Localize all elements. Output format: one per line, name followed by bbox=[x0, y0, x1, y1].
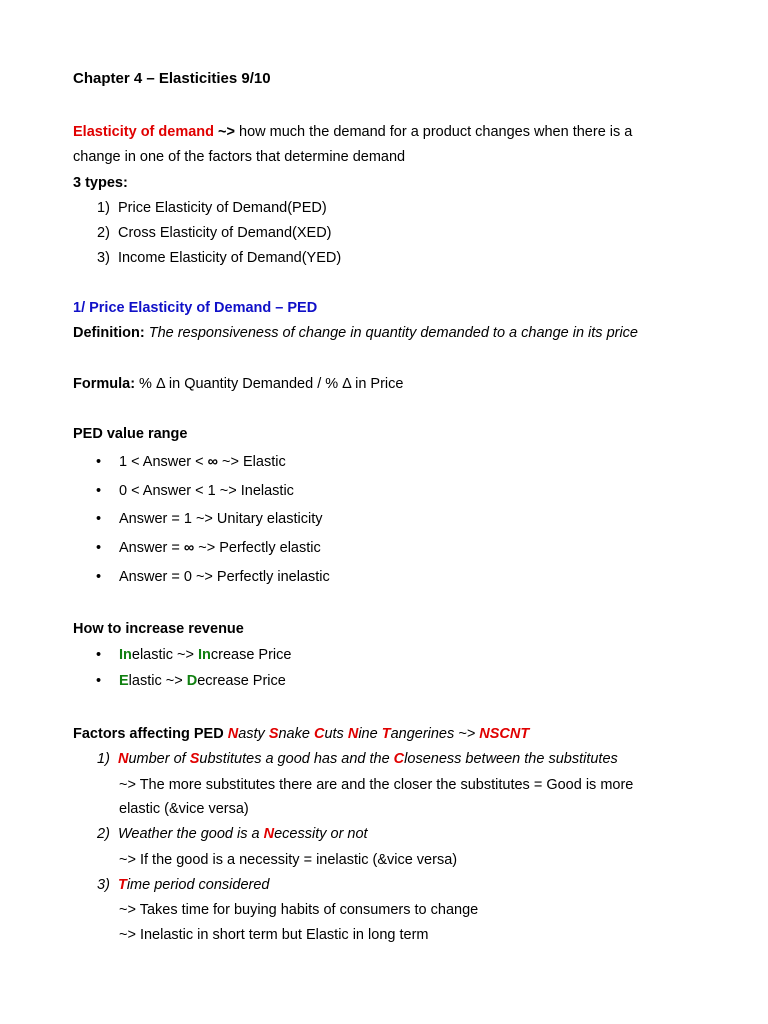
intro-line-1 bbox=[73, 123, 632, 141]
revenue-heading: How to increase revenue bbox=[73, 621, 244, 637]
intro-text-1: how much the demand for a product changes when there is a bbox=[234, 124, 633, 140]
types-item-3-text: Income Elasticity of Demand(YED) bbox=[117, 250, 342, 266]
intro-line-2: change in one of the factors that determine demand bbox=[73, 149, 406, 165]
definition-label: Definition: bbox=[73, 325, 145, 341]
revenue-item-text: Inelastic ~> Increase Price bbox=[119, 647, 292, 663]
factor-2-detail: ~> If the good is a necessity = inelastic (&vice versa) bbox=[119, 852, 458, 868]
bullet-icon: • bbox=[96, 673, 102, 689]
range-item-text: 1 < Answer < ∞ ~> Elastic bbox=[119, 454, 286, 470]
types-item-2 bbox=[97, 224, 332, 242]
bullet-icon: • bbox=[96, 483, 102, 499]
bullet-icon: • bbox=[96, 647, 102, 663]
acronym: NSCNT bbox=[479, 726, 530, 742]
range-item-text: 0 < Answer < 1 ~> Inelastic bbox=[119, 483, 294, 499]
range-heading: PED value range bbox=[73, 426, 188, 442]
types-item-2-num: 2) bbox=[97, 225, 110, 241]
factors-heading: Factors affecting PED Nasty Snake Cuts Nine Tangerines ~> NSCNT bbox=[73, 726, 530, 742]
types-heading: 3 types: bbox=[73, 175, 128, 191]
factor-1-detail-2: elastic (&vice versa) bbox=[119, 801, 249, 817]
factor-2: 2) Weather the good is a Necessity or not bbox=[97, 826, 368, 842]
revenue-item-text: Elastic ~> Decrease Price bbox=[119, 673, 286, 689]
types-item-2-text: Cross Elasticity of Demand(XED) bbox=[117, 225, 332, 241]
intro-arrow: ~> bbox=[214, 124, 235, 140]
range-item-text: Answer = 1 ~> Unitary elasticity bbox=[119, 511, 323, 527]
formula-text: % Δ in Quantity Demanded / % Δ in Price bbox=[135, 376, 404, 392]
factor-3: 3) Time period considered bbox=[97, 877, 270, 893]
ped-heading: 1/ Price Elasticity of Demand – PED bbox=[73, 300, 318, 316]
types-item-3 bbox=[97, 249, 341, 267]
intro-term: Elasticity of demand bbox=[73, 124, 215, 140]
range-item-text: Answer = 0 ~> Perfectly inelastic bbox=[119, 569, 330, 585]
factor-3-detail-1: ~> Takes time for buying habits of consumers to change bbox=[119, 902, 479, 918]
factor-1-detail-1: ~> The more substitutes there are and the closer the substitutes = Good is more bbox=[119, 777, 634, 793]
range-item-text: Answer = ∞ ~> Perfectly elastic bbox=[119, 540, 321, 556]
definition-text: The responsiveness of change in quantity demanded to a change in its price bbox=[144, 325, 638, 341]
bullet-icon: • bbox=[96, 454, 102, 470]
bullet-icon: • bbox=[96, 511, 102, 527]
mnemonic: Nasty Snake Cuts Nine Tangerines ~> bbox=[227, 726, 480, 742]
factor-1: 1) Number of Substitutes a good has and the Closeness between the substitutes bbox=[97, 751, 618, 767]
types-item-3-num: 3) bbox=[97, 250, 110, 266]
ped-definition bbox=[73, 324, 638, 342]
factor-3-detail-2: ~> Inelastic in short term but Elastic in long term bbox=[119, 927, 429, 943]
types-item-1-text: Price Elasticity of Demand(PED) bbox=[117, 200, 327, 216]
types-item-1-num: 1) bbox=[97, 200, 110, 216]
infinity-symbol: ∞ bbox=[207, 454, 219, 470]
types-item-1 bbox=[97, 199, 327, 217]
bullet-icon: • bbox=[96, 540, 102, 556]
formula-label: Formula: bbox=[73, 376, 136, 392]
infinity-symbol: ∞ bbox=[183, 540, 195, 556]
page-title: Chapter 4 – Elasticities 9/10 bbox=[73, 70, 271, 87]
ped-formula bbox=[73, 375, 403, 393]
bullet-icon: • bbox=[96, 569, 102, 585]
